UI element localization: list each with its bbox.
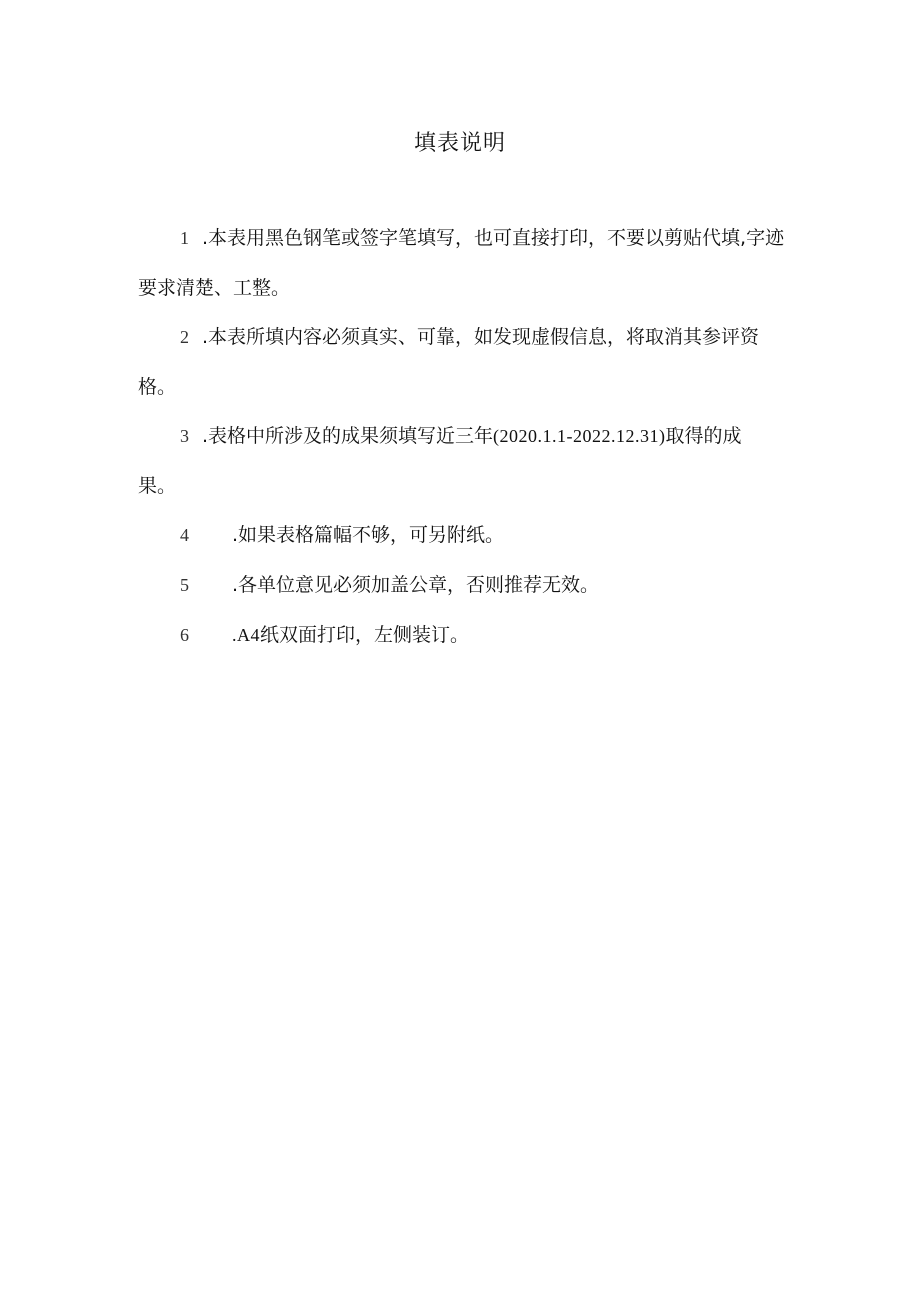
instruction-item-3 [138,411,818,511]
item-text-line1: .如果表格篇幅不够，可另附纸。 [232,524,505,546]
item-number: 3 [180,426,189,446]
item-number: 4 [180,525,189,545]
item-number: 1 [180,228,189,248]
item-text-line1: .本表用黑色钢笔或签字笔填写，也可直接打印，不要以剪贴代填,字迹 [202,227,785,249]
item-paper-size: .A4 [232,625,260,645]
item-number: 2 [180,327,189,347]
item-text-line2: 要求清楚、工整。 [138,277,291,299]
instruction-item-2 [138,312,818,412]
instruction-item-4 [138,510,818,560]
item-text-line1-part1: .表格中所涉及的成果须填写近三年 [202,425,494,447]
item-text-line2: 果。 [138,475,177,497]
instruction-item-5 [138,560,818,610]
item-number: 5 [180,575,189,595]
instruction-item-6 [138,610,818,660]
item-text-line2: 格。 [138,376,177,398]
item-text-line1: .各单位意见必须加盖公章，否则推荐无效。 [232,574,600,596]
page-title: 填表说明 [413,131,506,156]
instruction-item-1 [138,213,818,313]
item-text-line1: .本表所填内容必须真实、可靠，如发现虚假信息，将取消其参评资 [202,326,760,348]
item-date-range: (2020.1.1-2022.12.31) [493,426,666,446]
item-text-line1: 纸双面打印，左侧装订。 [260,624,470,646]
item-text-line1-part2: 取得的成 [665,425,742,447]
item-number: 6 [180,625,189,645]
